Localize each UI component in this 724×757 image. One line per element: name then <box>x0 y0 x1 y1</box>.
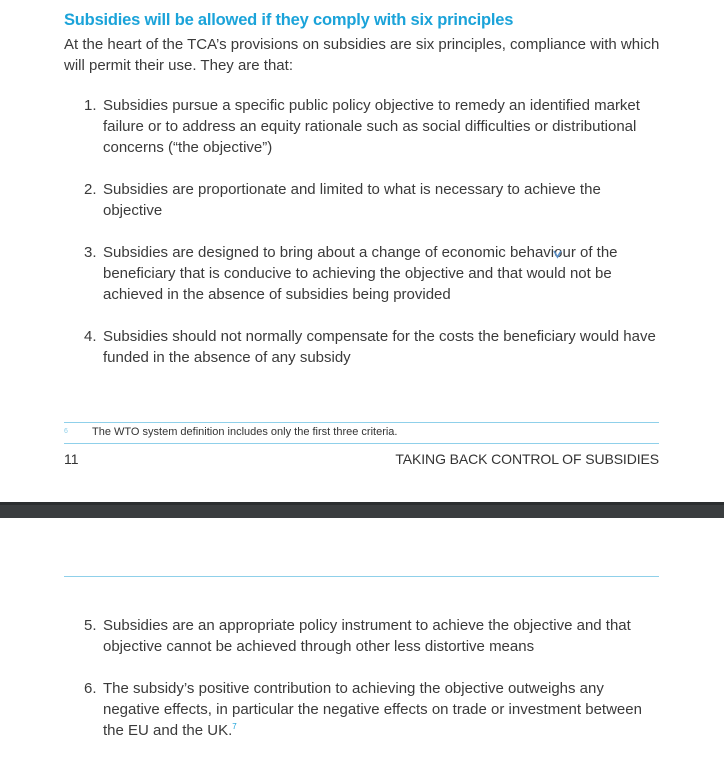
footnote-text: The WTO system definition includes only the first three criteria. <box>92 426 398 438</box>
footnote-divider-top <box>64 422 659 423</box>
list-item-text: Subsidies should not normally compensate for the costs the beneficiary would have funded in the absence of any subsidy <box>103 328 656 366</box>
list-item <box>84 615 664 657</box>
list-item-text: Subsidies are an appropriate policy instrument to achieve the objective and that objective cannot be achieved through other less distortive means <box>103 617 631 655</box>
list-item-text: Subsidies pursue a specific public policy objective to remedy an identified market failure or to address an equity rationale such as social difficulties or distributional concerns (“the objective”) <box>103 97 640 156</box>
list-item <box>84 326 664 368</box>
running-title: TAKING BACK CONTROL OF SUBSIDIES <box>395 451 659 467</box>
list-item <box>84 678 664 741</box>
page-top-divider <box>64 576 659 577</box>
list-item-number: 2. <box>84 181 97 198</box>
list-item <box>84 242 664 305</box>
footnote-marker: 6 <box>64 428 68 435</box>
list-item <box>84 179 664 221</box>
footnote-reference[interactable]: 7 <box>232 722 237 731</box>
page-separator-shadow <box>0 502 724 505</box>
list-item-number: 3. <box>84 244 97 261</box>
list-item-number: 6. <box>84 680 97 697</box>
section-heading: Subsidies will be allowed if they comply with six principles <box>64 11 514 29</box>
list-item-text: Subsidies are designed to bring about a change of economic behaviour of the beneficiary that is conducive to achieving the objective and that would not be achieved in the absence of subsidies being provided <box>103 244 618 303</box>
list-item-text <box>103 678 664 741</box>
page-number: 11 <box>64 451 79 467</box>
list-item <box>84 95 664 158</box>
list-item-text-body: The subsidy’s positive contribution to achieving the objective outweighs any negative effects, in particular the negative effects on trade or investment between the EU and the UK. <box>103 680 642 739</box>
footnote-divider-bottom <box>64 443 659 444</box>
list-item-number: 5. <box>84 617 97 634</box>
list-item-text: Subsidies are proportionate and limited to what is necessary to achieve the objective <box>103 181 601 219</box>
intro-paragraph: At the heart of the TCA’s provisions on subsidies are six principles, compliance with which will permit their use. They are that: <box>64 36 660 74</box>
list-item-number: 1. <box>84 97 97 114</box>
list-item-number: 4. <box>84 328 97 345</box>
text-cursor-icon <box>553 250 562 259</box>
